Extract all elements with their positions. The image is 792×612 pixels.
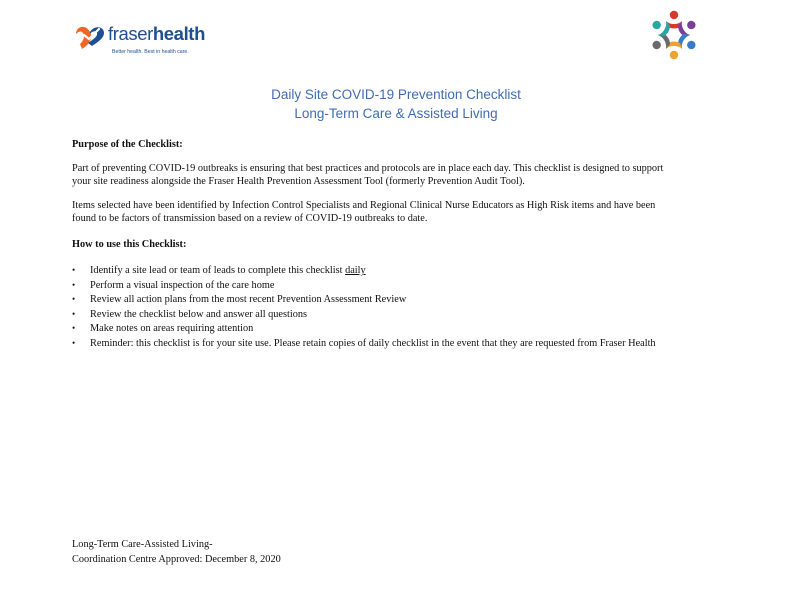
list-item-text: Perform a visual inspection of the care home [90,279,275,291]
list-item-text: Identify a site lead or team of leads to complete this checklist daily [90,265,366,276]
purpose-paragraph-1-line-2: your site readiness alongside the Fraser Health Prevention Assessment Tool (formerly Prevention Audit Tool). [72,176,525,187]
purpose-paragraph-1-line-1: Part of preventing COVID-19 outbreaks is ensuring that best practices and protocols are in place each day. This checklist is designed to support [72,163,664,174]
fraser-health-heart-icon [72,22,112,50]
bullet-icon: • [72,308,76,319]
daily-underlined: daily [345,265,366,276]
footer-line-1: Long-Term Care-Assisted Living- [72,539,213,550]
logo-tagline: Better health. Best in health care. [112,49,189,55]
list-item-text: Make notes on areas requiring attention [90,323,254,335]
purpose-paragraph-2-line-1: Items selected have been identified by Infection Control Specialists and Regional Clinical Nurse Educators as High Risk items and have been [72,200,656,211]
bullet-icon: • [72,265,76,275]
bullet-icon: • [72,323,76,334]
list-item-text: Review the checklist below and answer all questions [90,308,308,320]
bullet-icon: • [72,294,76,305]
how-to-heading: How to use this Checklist: [72,239,187,250]
purpose-paragraph-2-line-2: found to be factors of transmission based on a review of COVID-19 outbreaks to date. [72,213,428,224]
fraser-health-logo [72,20,212,60]
community-circle-icon [646,6,702,62]
bullet-icon: • [72,279,76,290]
document-subtitle: Long-Term Care & Assisted Living [294,106,498,121]
bullet-icon: • [72,337,76,348]
list-item-text: Review all action plans from the most recent Prevention Assessment Review [90,294,407,306]
footer-line-2: Coordination Centre Approved: December 8, 2020 [72,554,281,565]
logo-wordmark: fraserhealth [108,23,205,44]
list-item-text: Reminder: this checklist is for your site use. Please retain copies of daily checklist in the event that they are requested from Fraser Health [90,337,656,349]
document-title: Daily Site COVID-19 Prevention Checklist [271,87,521,102]
purpose-heading: Purpose of the Checklist: [72,139,183,150]
